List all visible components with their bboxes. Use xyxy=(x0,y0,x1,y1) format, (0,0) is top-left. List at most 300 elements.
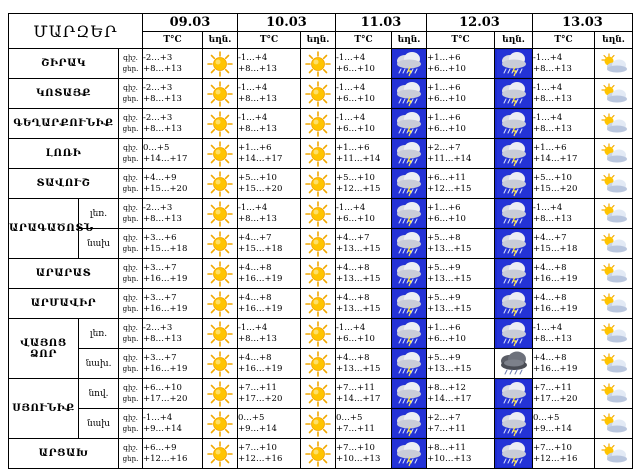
night-temp: +6…+9 xyxy=(143,442,177,453)
day-temp: +8…+13 xyxy=(238,213,277,224)
sun-icon xyxy=(301,381,335,407)
night-label: գիշ. xyxy=(123,83,138,92)
weather-cell xyxy=(495,49,533,79)
sun-icon xyxy=(203,381,237,407)
day-label: ցեր. xyxy=(122,154,139,163)
day-label: ցեր. xyxy=(122,304,139,313)
temperature-cell xyxy=(143,139,203,169)
night-temp: +4…+7 xyxy=(336,232,370,243)
day-temp: +13…+15 xyxy=(427,303,472,314)
night-temp: +7…+11 xyxy=(238,382,277,393)
day-temp: +16…+19 xyxy=(238,363,283,374)
day-temp: +14…+17 xyxy=(427,393,472,404)
period-labels xyxy=(119,289,143,319)
night-temp: -1…+4 xyxy=(336,82,366,93)
weather-cell xyxy=(203,199,238,229)
night-label: գիշ. xyxy=(123,203,138,212)
weather-cell xyxy=(595,199,633,229)
day-temp: +15…+20 xyxy=(238,183,283,194)
temperature-cell xyxy=(336,199,392,229)
temperature-cell xyxy=(427,319,495,349)
temperature-cell xyxy=(238,79,301,109)
night-temp: +8…+12 xyxy=(427,382,466,393)
weather-cell xyxy=(392,319,427,349)
region-name: ԼՈՌԻ xyxy=(9,139,119,169)
storm-icon xyxy=(495,290,532,317)
day-temp: +13…+15 xyxy=(427,243,472,254)
weather-cell xyxy=(595,409,633,439)
partly-cloudy-icon xyxy=(595,353,632,375)
region-name: ՇԻՐԱԿ xyxy=(9,49,119,79)
night-temp: +1…+6 xyxy=(427,82,461,93)
region-name: ԱՐԱՐԱՏ xyxy=(9,259,119,289)
night-temp: 0…+5 xyxy=(143,142,170,153)
weather-cell xyxy=(392,259,427,289)
sun-icon xyxy=(301,321,335,347)
temperature-cell xyxy=(427,409,495,439)
storm-icon xyxy=(495,200,532,227)
weather-cell xyxy=(203,439,238,469)
day-temp: +8…+13 xyxy=(238,333,277,344)
temperature-cell xyxy=(238,169,301,199)
partly-cloudy-icon xyxy=(595,233,632,255)
day-temp: +14…+17 xyxy=(533,153,578,164)
weather-cell xyxy=(392,79,427,109)
temperature-cell xyxy=(533,439,595,469)
storm-icon xyxy=(392,320,426,347)
weather-cell xyxy=(301,439,336,469)
weather-cell xyxy=(495,169,533,199)
day-temp: +12…+15 xyxy=(336,183,381,194)
weather-cell xyxy=(392,229,427,259)
weather-cell xyxy=(595,319,633,349)
day-temp: +16…+19 xyxy=(533,363,578,374)
day-temp: +13…+15 xyxy=(427,273,472,284)
temperature-cell xyxy=(533,259,595,289)
table-row xyxy=(9,289,633,319)
period-labels xyxy=(119,259,143,289)
weather-cell xyxy=(301,199,336,229)
night-temp: -1…+4 xyxy=(533,112,563,123)
sun-icon xyxy=(203,261,237,287)
weather-cell xyxy=(301,379,336,409)
period-labels xyxy=(119,109,143,139)
weather-cell xyxy=(595,439,633,469)
night-temp: +4…+8 xyxy=(533,292,567,303)
night-temp: +2…+7 xyxy=(427,142,461,153)
weather-cell xyxy=(203,259,238,289)
weather-cell xyxy=(495,139,533,169)
temp-header: T°C xyxy=(238,32,301,49)
sun-icon xyxy=(301,231,335,257)
subregion-name: նախ xyxy=(79,409,119,439)
night-temp: +3…+7 xyxy=(143,292,177,303)
subregion-name: նով. xyxy=(79,379,119,409)
temperature-cell xyxy=(427,79,495,109)
day-label: ցեր. xyxy=(122,124,139,133)
weather-header: եղն. xyxy=(203,32,238,49)
night-temp: +5…+10 xyxy=(238,172,277,183)
table-row xyxy=(9,439,633,469)
period-labels xyxy=(119,79,143,109)
temperature-cell xyxy=(336,379,392,409)
night-label: գիշ. xyxy=(123,383,138,392)
weather-cell xyxy=(203,289,238,319)
day-temp: +14…+17 xyxy=(238,153,283,164)
sun-icon xyxy=(203,231,237,257)
weather-cell xyxy=(495,379,533,409)
temperature-cell xyxy=(427,259,495,289)
partly-cloudy-icon xyxy=(595,203,632,225)
day-temp: +8…+13 xyxy=(143,93,182,104)
weather-header: եղն. xyxy=(392,32,427,49)
sun-icon xyxy=(301,51,335,77)
period-labels xyxy=(119,349,143,379)
day-temp: +8…+13 xyxy=(143,213,182,224)
temperature-cell xyxy=(533,229,595,259)
temperature-cell xyxy=(336,79,392,109)
temperature-cell xyxy=(533,409,595,439)
night-label: գիշ. xyxy=(123,53,138,62)
day-temp: +6…+10 xyxy=(336,123,375,134)
temperature-cell xyxy=(336,439,392,469)
day-temp: +12…+16 xyxy=(238,453,283,464)
region-name: ՏԱՎՈՒՇ xyxy=(9,169,119,199)
night-temp: +5…+10 xyxy=(533,172,572,183)
day-temp: +15…+20 xyxy=(143,183,188,194)
sun-icon xyxy=(301,201,335,227)
temp-header: T°C xyxy=(336,32,392,49)
region-name: ԿՈՏԱՅՔ xyxy=(9,79,119,109)
temperature-cell xyxy=(336,409,392,439)
weather-cell xyxy=(392,439,427,469)
night-temp: -1…+4 xyxy=(533,322,563,333)
day-temp: +15…+20 xyxy=(533,183,578,194)
date-header: 12.03 xyxy=(427,14,533,32)
weather-cell xyxy=(392,49,427,79)
storm-icon xyxy=(495,380,532,407)
day-temp: +10…+13 xyxy=(427,453,472,464)
day-label: ցեր. xyxy=(122,274,139,283)
temperature-cell xyxy=(238,139,301,169)
weather-header: եղն. xyxy=(301,32,336,49)
table-row xyxy=(9,199,633,229)
temperature-cell xyxy=(336,49,392,79)
day-temp: +11…+14 xyxy=(427,153,472,164)
subregion-name: նախ xyxy=(79,229,119,259)
weather-cell xyxy=(392,109,427,139)
night-label: գիշ. xyxy=(123,143,138,152)
temperature-cell xyxy=(143,289,203,319)
night-temp: +4…+8 xyxy=(336,292,370,303)
temperature-cell xyxy=(427,379,495,409)
table-row xyxy=(9,349,633,379)
night-label: գիշ. xyxy=(123,113,138,122)
day-temp: +16…+19 xyxy=(533,303,578,314)
day-temp: +8…+13 xyxy=(143,333,182,344)
temperature-cell xyxy=(336,349,392,379)
weather-cell xyxy=(203,409,238,439)
partly-cloudy-icon xyxy=(595,323,632,345)
day-temp: +13…+15 xyxy=(336,363,381,374)
temperature-cell xyxy=(427,139,495,169)
period-labels xyxy=(119,139,143,169)
day-temp: +16…+19 xyxy=(238,273,283,284)
subregion-name: լեռ. xyxy=(79,199,119,229)
sun-icon xyxy=(203,351,237,377)
night-temp: -1…+4 xyxy=(336,202,366,213)
temperature-cell xyxy=(427,199,495,229)
day-temp: +15…+18 xyxy=(238,243,283,254)
temperature-cell xyxy=(238,319,301,349)
temperature-cell xyxy=(427,349,495,379)
night-temp: +1…+6 xyxy=(427,202,461,213)
day-temp: +6…+10 xyxy=(427,123,466,134)
night-temp: +4…+8 xyxy=(238,352,272,363)
weather-header: եղն. xyxy=(595,32,633,49)
storm-icon xyxy=(495,230,532,257)
night-temp: +4…+9 xyxy=(143,172,177,183)
day-label: ցեր. xyxy=(122,424,139,433)
night-temp: +3…+7 xyxy=(143,352,177,363)
night-temp: +4…+8 xyxy=(336,352,370,363)
temperature-cell xyxy=(238,109,301,139)
day-temp: +6…+10 xyxy=(336,93,375,104)
region-name: ԳԵՂԱՐՔՈՒՆԻՔ xyxy=(9,109,119,139)
weather-cell xyxy=(301,79,336,109)
day-temp: +8…+13 xyxy=(533,93,572,104)
weather-cell xyxy=(203,379,238,409)
weather-cell xyxy=(595,379,633,409)
date-header: 11.03 xyxy=(336,14,427,32)
day-temp: +6…+10 xyxy=(427,333,466,344)
day-temp: +6…+10 xyxy=(427,63,466,74)
night-label: գիշ. xyxy=(123,233,138,242)
weather-cell xyxy=(301,349,336,379)
temperature-cell xyxy=(533,49,595,79)
temperature-cell xyxy=(336,259,392,289)
temperature-cell xyxy=(533,319,595,349)
weather-cell xyxy=(495,439,533,469)
temperature-cell xyxy=(427,169,495,199)
weather-cell xyxy=(595,229,633,259)
day-temp: +17…+20 xyxy=(143,393,188,404)
weather-cell xyxy=(495,259,533,289)
day-label: ցեր. xyxy=(122,334,139,343)
table-row xyxy=(9,109,633,139)
weather-cell xyxy=(595,289,633,319)
day-temp: +16…+19 xyxy=(143,303,188,314)
weather-cell xyxy=(495,79,533,109)
temperature-cell xyxy=(143,319,203,349)
weather-cell xyxy=(392,169,427,199)
storm-icon xyxy=(495,260,532,287)
weather-cell xyxy=(203,79,238,109)
table-row xyxy=(9,409,633,439)
table-row xyxy=(9,229,633,259)
day-temp: +10…+13 xyxy=(336,453,381,464)
day-temp: +13…+15 xyxy=(336,243,381,254)
day-temp: +8…+13 xyxy=(238,93,277,104)
day-temp: +12…+16 xyxy=(533,453,578,464)
sun-icon xyxy=(203,141,237,167)
day-temp: +8…+13 xyxy=(533,123,572,134)
night-temp: +1…+6 xyxy=(427,322,461,333)
sun-icon xyxy=(203,201,237,227)
weather-cell xyxy=(301,169,336,199)
day-temp: +8…+13 xyxy=(143,123,182,134)
dark-cloud-icon xyxy=(495,350,532,377)
weather-cell xyxy=(595,169,633,199)
temperature-cell xyxy=(336,169,392,199)
night-temp: +1…+6 xyxy=(427,112,461,123)
table-row xyxy=(9,319,633,349)
day-temp: +16…+19 xyxy=(533,273,578,284)
sun-icon xyxy=(203,171,237,197)
table-title: ՄԱՐԶԵՐ xyxy=(9,14,143,49)
temperature-cell xyxy=(336,319,392,349)
night-temp: +4…+7 xyxy=(533,232,567,243)
day-temp: +17…+20 xyxy=(533,393,578,404)
night-label: գիշ. xyxy=(123,173,138,182)
night-temp: -2…+3 xyxy=(143,202,173,213)
weather-cell xyxy=(203,169,238,199)
weather-cell xyxy=(392,289,427,319)
day-label: ցեր. xyxy=(122,184,139,193)
day-temp: +8…+13 xyxy=(238,63,277,74)
forecast-body xyxy=(9,49,633,469)
temperature-cell xyxy=(427,229,495,259)
temperature-cell xyxy=(143,229,203,259)
storm-icon xyxy=(495,320,532,347)
period-labels xyxy=(119,319,143,349)
day-temp: +7…+11 xyxy=(336,423,375,434)
weather-cell xyxy=(301,49,336,79)
night-temp: -1…+4 xyxy=(143,412,173,423)
day-label: ցեր. xyxy=(122,244,139,253)
region-name: ԱՐԱԳԱԾՈՏՆ xyxy=(9,199,79,259)
sun-icon xyxy=(203,291,237,317)
temperature-cell xyxy=(143,79,203,109)
night-temp: -1…+4 xyxy=(336,112,366,123)
night-temp: -1…+4 xyxy=(238,112,268,123)
subregion-name: լեռ. xyxy=(79,319,119,349)
temperature-cell xyxy=(143,109,203,139)
night-temp: +5…+9 xyxy=(427,292,461,303)
table-row xyxy=(9,379,633,409)
region-name: ԱՐՄԱՎԻՐ xyxy=(9,289,119,319)
night-temp: +5…+10 xyxy=(336,172,375,183)
storm-icon xyxy=(392,380,426,407)
night-temp: 0…+5 xyxy=(533,412,560,423)
weather-cell xyxy=(203,109,238,139)
period-labels xyxy=(119,49,143,79)
weather-cell xyxy=(203,139,238,169)
day-temp: +6…+10 xyxy=(336,63,375,74)
night-temp: -1…+4 xyxy=(336,322,366,333)
night-temp: +4…+8 xyxy=(336,262,370,273)
day-temp: +11…+14 xyxy=(336,153,381,164)
date-header: 09.03 xyxy=(143,14,238,32)
weather-cell xyxy=(595,259,633,289)
day-label: ցեր. xyxy=(122,214,139,223)
night-temp: +8…+11 xyxy=(427,442,466,453)
weather-cell xyxy=(495,109,533,139)
weather-cell xyxy=(203,49,238,79)
storm-icon xyxy=(495,110,532,137)
weather-cell xyxy=(203,349,238,379)
storm-icon xyxy=(392,140,426,167)
day-temp: +6…+10 xyxy=(427,213,466,224)
date-header: 10.03 xyxy=(238,14,336,32)
temperature-cell xyxy=(533,199,595,229)
partly-cloudy-icon xyxy=(595,383,632,405)
region-name: ԱՐՑԱԽ xyxy=(9,439,119,469)
weather-cell xyxy=(301,109,336,139)
weather-cell xyxy=(392,349,427,379)
storm-icon xyxy=(495,170,532,197)
temperature-cell xyxy=(238,289,301,319)
temperature-cell xyxy=(336,229,392,259)
sun-icon xyxy=(301,291,335,317)
night-label: գիշ. xyxy=(123,353,138,362)
sun-icon xyxy=(203,51,237,77)
storm-icon xyxy=(392,230,426,257)
weather-cell xyxy=(495,229,533,259)
temperature-cell xyxy=(143,379,203,409)
night-temp: +7…+11 xyxy=(533,382,572,393)
partly-cloudy-icon xyxy=(595,143,632,165)
weather-cell xyxy=(392,379,427,409)
sun-icon xyxy=(301,81,335,107)
period-labels xyxy=(119,229,143,259)
sun-icon xyxy=(203,321,237,347)
sun-icon xyxy=(301,351,335,377)
storm-icon xyxy=(392,260,426,287)
night-temp: -2…+3 xyxy=(143,322,173,333)
sun-icon xyxy=(301,261,335,287)
temperature-cell xyxy=(143,259,203,289)
weather-cell xyxy=(301,139,336,169)
storm-icon xyxy=(495,440,532,467)
night-temp: +4…+8 xyxy=(238,292,272,303)
temperature-cell xyxy=(533,79,595,109)
night-temp: -1…+4 xyxy=(238,322,268,333)
period-labels xyxy=(119,379,143,409)
period-labels xyxy=(119,439,143,469)
temperature-cell xyxy=(427,439,495,469)
temperature-cell xyxy=(533,169,595,199)
day-temp: +14…+17 xyxy=(336,393,381,404)
storm-icon xyxy=(495,50,532,77)
day-temp: +12…+16 xyxy=(143,453,188,464)
sun-icon xyxy=(301,111,335,137)
day-label: ցեր. xyxy=(122,364,139,373)
subregion-name: նախ. xyxy=(79,349,119,379)
weather-cell xyxy=(392,409,427,439)
night-temp: -1…+4 xyxy=(238,202,268,213)
weather-cell xyxy=(203,319,238,349)
temperature-cell xyxy=(336,109,392,139)
forecast-table xyxy=(8,13,633,469)
storm-icon xyxy=(392,170,426,197)
night-temp: +1…+6 xyxy=(238,142,272,153)
day-temp: +8…+13 xyxy=(238,123,277,134)
temperature-cell xyxy=(238,199,301,229)
temperature-cell xyxy=(238,409,301,439)
night-temp: 0…+5 xyxy=(336,412,363,423)
storm-icon xyxy=(392,290,426,317)
